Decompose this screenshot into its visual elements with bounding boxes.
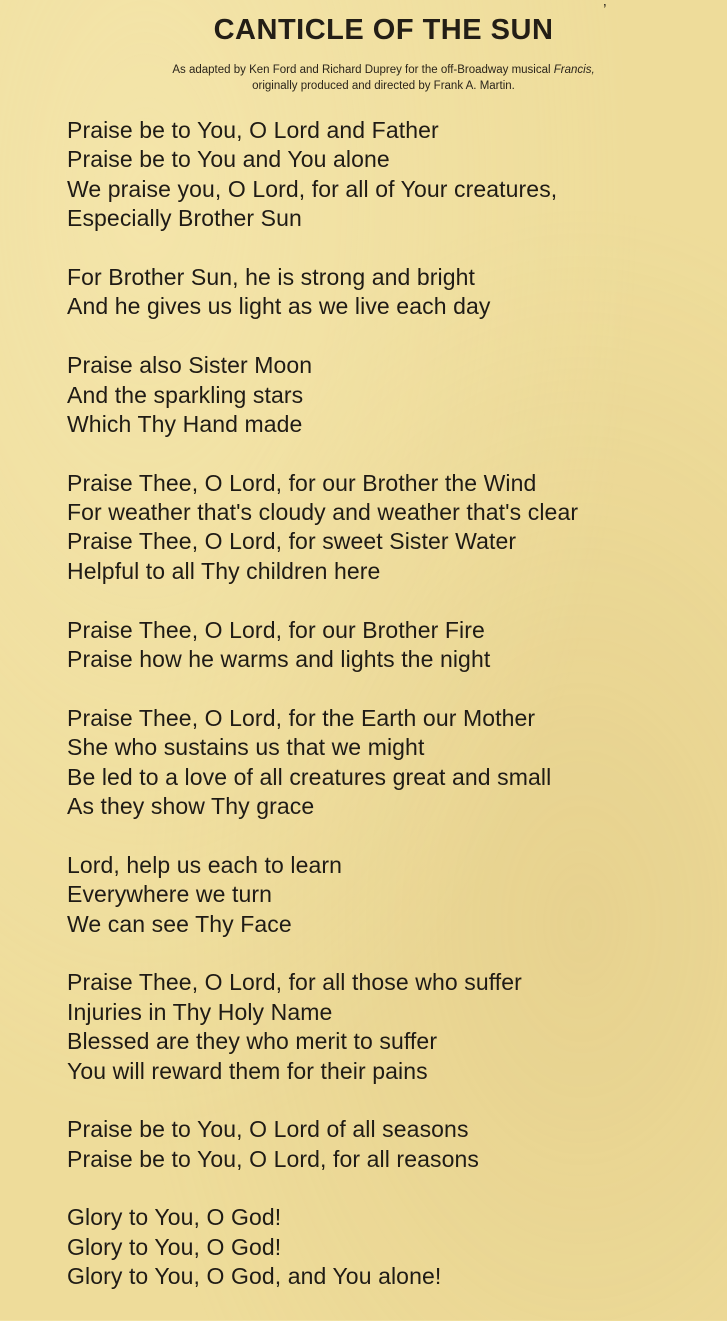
credit-text: As adapted by Ken Ford and Richard Duprey for the off-Broadway musical <box>172 64 554 76</box>
credit-musical-title: Francis, <box>553 64 595 76</box>
lyric-line: We praise you, O Lord, for all of Your creatures, <box>67 175 558 202</box>
stanza <box>67 968 717 1086</box>
lyrics <box>67 116 717 1321</box>
lyric-line: You will reward them for their pains <box>67 1057 428 1084</box>
lyric-line: Glory to You, O God, and You alone! <box>67 1263 442 1290</box>
lyric-line: Especially Brother Sun <box>67 205 302 232</box>
lyric-line: Lord, help us each to learn <box>67 851 343 878</box>
lyric-line: Everywhere we turn <box>67 881 273 908</box>
lyric-line: We can see Thy Face <box>67 910 292 937</box>
lyric-line: Praise also Sister Moon <box>67 352 313 379</box>
lyric-line: Praise Thee, O Lord, for our Brother the Wind <box>67 469 537 496</box>
lyric-line: Glory to You, O God! <box>67 1233 282 1260</box>
lyric-line: She who sustains us that we might <box>67 734 425 761</box>
lyric-line: And the sparkling stars <box>67 381 304 408</box>
lyric-line: Praise be to You, O Lord and Father <box>67 117 439 143</box>
lyric-line: Praise Thee, O Lord, for our Brother Fire <box>67 616 485 643</box>
stanza <box>67 351 717 439</box>
lyric-line: Praise be to You, O Lord, for all reasons <box>67 1145 479 1172</box>
lyric-line: Praise how he warms and lights the night <box>67 646 491 673</box>
credit-line-1 <box>0 64 727 76</box>
lyric-line: Praise be to You, O Lord of all seasons <box>67 1116 469 1143</box>
lyric-line: Praise be to You and You alone <box>67 146 390 173</box>
lyric-line: Helpful to all Thy children here <box>67 557 381 584</box>
lyric-line: Praise Thee, O Lord, for all those who suffer <box>67 969 522 996</box>
stanza <box>67 263 717 322</box>
stanza <box>67 1115 717 1174</box>
stanza <box>67 1203 717 1291</box>
lyric-line: And he gives us light as we live each day <box>67 293 491 320</box>
page-title: CANTICLE OF THE SUN <box>213 14 554 46</box>
lyric-line: Injuries in Thy Holy Name <box>67 998 333 1025</box>
lyric-line: For Brother Sun, he is strong and bright <box>67 263 475 290</box>
lyric-line: Praise Thee, O Lord, for sweet Sister Water <box>67 528 517 555</box>
lyric-line: Be led to a love of all creatures great and small <box>67 763 552 790</box>
lyric-line: Praise Thee, O Lord, for the Earth our Mother <box>67 704 536 731</box>
lyric-line: Which Thy Hand made <box>67 410 303 437</box>
ink-mark: ’ <box>603 2 607 19</box>
stanza <box>67 851 717 939</box>
credit-line-2: originally produced and directed by Frank A. Martin. <box>252 80 515 92</box>
stanza <box>67 616 717 675</box>
stanza <box>67 704 717 822</box>
stanza <box>67 469 717 587</box>
lyric-line: For weather that's cloudy and weather that's clear <box>67 499 579 526</box>
lyric-line: As they show Thy grace <box>67 792 315 819</box>
stanza <box>67 116 717 234</box>
lyric-line: Glory to You, O God! <box>67 1204 282 1231</box>
lyric-line: Blessed are they who merit to suffer <box>67 1028 438 1055</box>
